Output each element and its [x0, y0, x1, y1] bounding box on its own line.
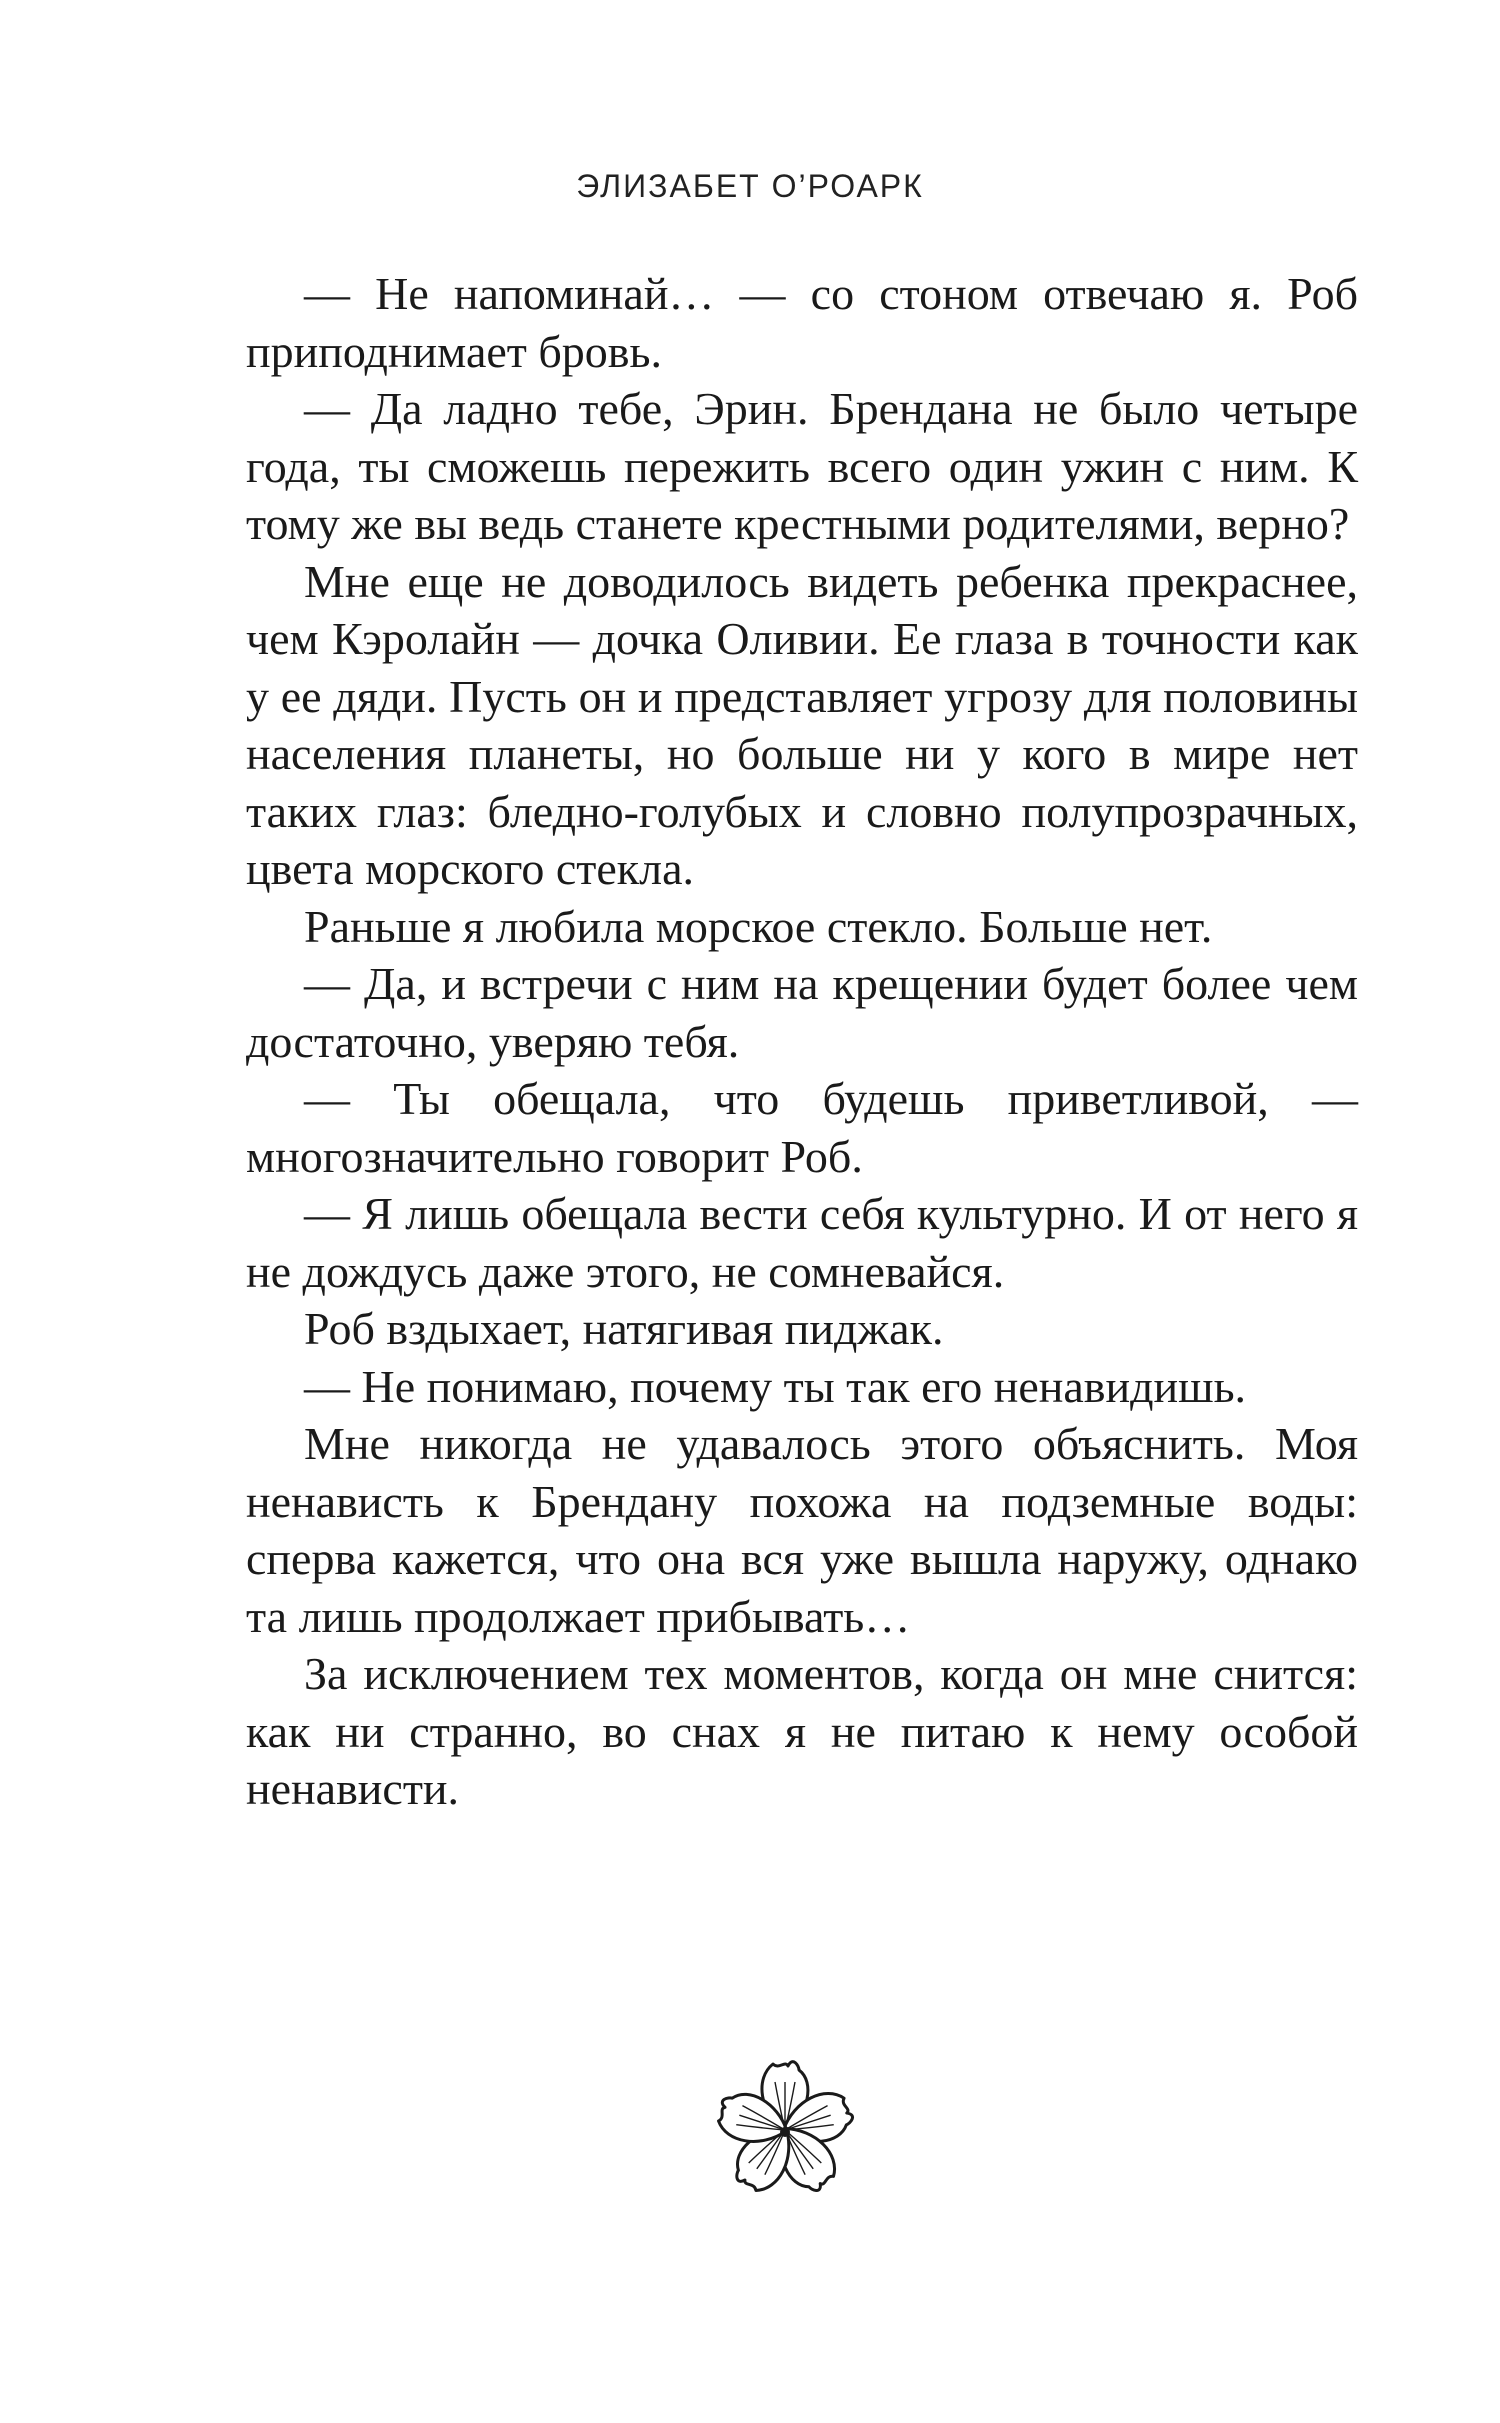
paragraph: За исключением тех моментов, когда он мне снится: как ни странно, во снах я не питаю к нему особой ненависти. [246, 1648, 1358, 1814]
running-header-author: ЭЛИЗАБЕТ О’РОАРК [576, 168, 924, 204]
flower-ornament-icon [705, 2055, 865, 2205]
body-text [246, 265, 1358, 1818]
paragraph: — Не напоминай… — со стоном отвечаю я. Роб приподнимает бровь. [246, 268, 1358, 377]
paragraph: Раньше я любила морское стекло. Больше нет. [304, 900, 1213, 952]
paragraph: Роб вздыхает, натягивая пиджак. [304, 1303, 944, 1354]
paragraph: — Да ладно тебе, Эрин. Брендана не было четыре года, ты сможешь пережить всего один ужин с ним. К тому же вы ведь станете крестными родителями, верно? [246, 383, 1358, 549]
paragraph: — Не понимаю, почему ты так его ненавидишь. [304, 1360, 1247, 1412]
paragraph: — Ты обещала, что будешь приветливой, — многозначительно говорит Роб. [246, 1073, 1358, 1182]
paragraph: — Да, и встречи с ним на крещении будет более чем достаточно, уверяю тебя. [246, 958, 1358, 1067]
paragraph: Мне никогда не удавалось этого объяснить. Моя ненависть к Брендану похожа на подземные воды: сперва кажется, что она вся уже вышла наружу, однако та лишь продолжает прибывать… [246, 1418, 1358, 1642]
flower-center [780, 2127, 790, 2137]
paragraph: — Я лишь обещала вести себя культурно. И от него я не дождусь даже этого, не сомневайся. [246, 1188, 1358, 1297]
paragraph: Мне еще не доводилось видеть ребенка прекраснее, чем Кэролайн — дочка Оливии. Ее глаза в точности как у ее дяди. Пусть он и представляет угрозу для половины населения планеты, но больше ни у кого в мире нет таких глаз: бледно-голубых и словно полупрозрачных, цвета морского стекла. [246, 555, 1358, 894]
